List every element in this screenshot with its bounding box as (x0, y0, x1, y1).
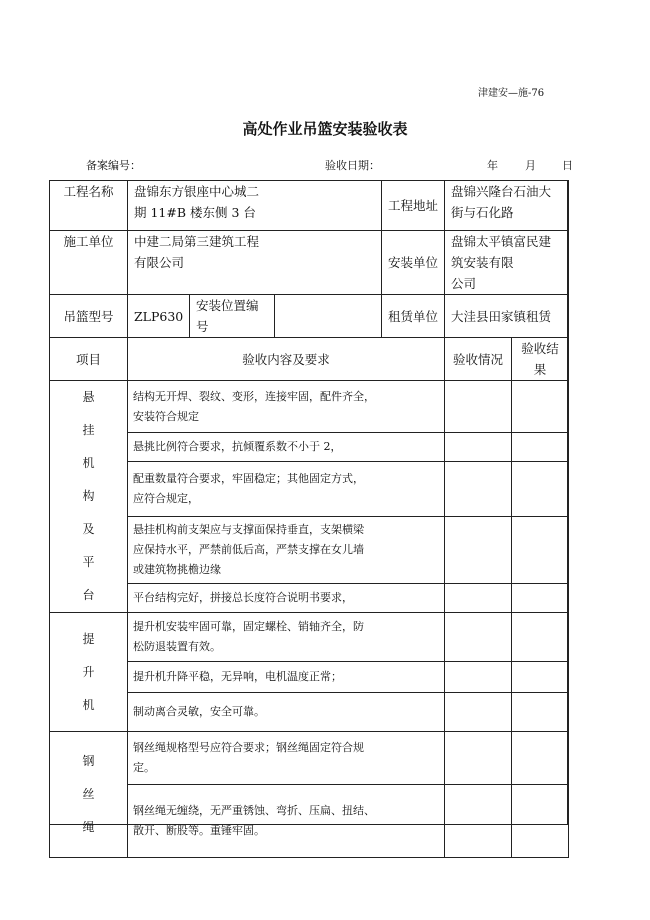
year-label: 年 (487, 159, 498, 172)
result-cell (512, 517, 569, 584)
result-cell (512, 433, 569, 462)
requirement-cell: 提升机安装牢固可靠，固定螺栓、销轴齐全，防 松防退装置有效。 (128, 613, 445, 662)
requirement-cell: 钢丝绳无缠绕，无严重锈蚀、弯折、压扁、扭结、 散开、断股等。重锤牢固。 (128, 785, 445, 858)
construction-unit-value: 中建二局第三建筑工程 有限公司 (128, 231, 382, 295)
info-row-units (50, 231, 569, 295)
result-cell (512, 693, 569, 732)
install-unit-label: 安装单位 (382, 231, 445, 295)
header-content: 验收内容及要求 (128, 338, 445, 381)
table-row (50, 662, 569, 693)
project-name-value: 盘锦东方银座中心城二 期 11#B 楼东侧 3 台 (128, 181, 382, 231)
table-row (50, 785, 569, 858)
requirement-cell: 结构无开焊、裂纹、变形，连接牢固，配件齐全， 安装符合规定 (128, 381, 445, 433)
table-row (50, 584, 569, 613)
install-position-label: 安装位置编号 (190, 295, 275, 338)
requirement-cell: 提升机升降平稳，无异响，电机温度正常； (128, 662, 445, 693)
result-cell (512, 785, 569, 858)
table-row (50, 381, 569, 433)
requirement-cell: 钢丝绳规格型号应符合要求；钢丝绳固定符合规 定。 (128, 732, 445, 785)
table-row (50, 462, 569, 517)
requirement-cell: 平台结构完好，拼接总长度符合说明书要求， (128, 584, 445, 613)
result-cell (512, 662, 569, 693)
requirement-cell: 悬挂机构前支架应与支撑面保持垂直，支架横梁 应保持水平，严禁前低后高，严禁支撑在女儿墙 或建筑物挑檐边缘 (128, 517, 445, 584)
header-row (50, 338, 569, 381)
status-cell (445, 693, 512, 732)
result-cell (512, 613, 569, 662)
acceptance-date-label: 验收日期： (325, 159, 380, 172)
project-name-label: 工程名称 (50, 181, 128, 231)
lessor-value: 大洼县田家镇租赁 (445, 295, 569, 338)
status-cell (445, 662, 512, 693)
table-row (50, 732, 569, 785)
install-position-value (275, 295, 382, 338)
group-label-suspension: 悬 挂 机 构 及 平 台 (50, 381, 128, 613)
requirement-cell: 悬挑比例符合要求，抗倾覆系数不小于 2， (128, 433, 445, 462)
table-row (50, 613, 569, 662)
status-cell (445, 517, 512, 584)
day-label: 日 (562, 159, 573, 172)
table-row (50, 693, 569, 732)
requirement-cell: 配重数量符合要求，牢固稳定；其他固定方式， 应符合规定， (128, 462, 445, 517)
basket-model-label: 吊篮型号 (50, 295, 128, 338)
basket-model-value: ZLP630 (128, 295, 190, 338)
install-unit-value: 盘锦太平镇富民建筑安装有限 公司 (445, 231, 569, 295)
result-cell (512, 732, 569, 785)
info-row-project (50, 181, 569, 231)
header-result: 验收结果 (512, 338, 569, 381)
document-code: 津建安—施-76 (478, 88, 545, 99)
acceptance-table (49, 180, 569, 858)
month-label: 月 (525, 159, 536, 172)
header-item: 项目 (50, 338, 128, 381)
page-title: 高处作业吊篮安装验收表 (242, 120, 408, 138)
project-address-label: 工程地址 (382, 181, 445, 231)
status-cell (445, 785, 512, 858)
requirement-cell: 制动离合灵敏，安全可靠。 (128, 693, 445, 732)
result-cell (512, 462, 569, 517)
table-row (50, 517, 569, 584)
info-row-basket (50, 295, 569, 338)
status-cell (445, 613, 512, 662)
status-cell (445, 462, 512, 517)
table-row (50, 433, 569, 462)
group-label-wire-rope: 钢 丝 绳 (50, 732, 128, 858)
result-cell (512, 381, 569, 433)
status-cell (445, 732, 512, 785)
status-cell (445, 433, 512, 462)
status-cell (445, 381, 512, 433)
header-status: 验收情况 (445, 338, 512, 381)
project-address-value: 盘锦兴隆台石油大街与石化路 (445, 181, 569, 231)
lessor-label: 租赁单位 (382, 295, 445, 338)
status-cell (445, 584, 512, 613)
record-number-label: 备案编号： (86, 159, 141, 172)
construction-unit-label: 施工单位 (50, 231, 128, 295)
group-label-hoist: 提 升 机 (50, 613, 128, 732)
result-cell (512, 584, 569, 613)
